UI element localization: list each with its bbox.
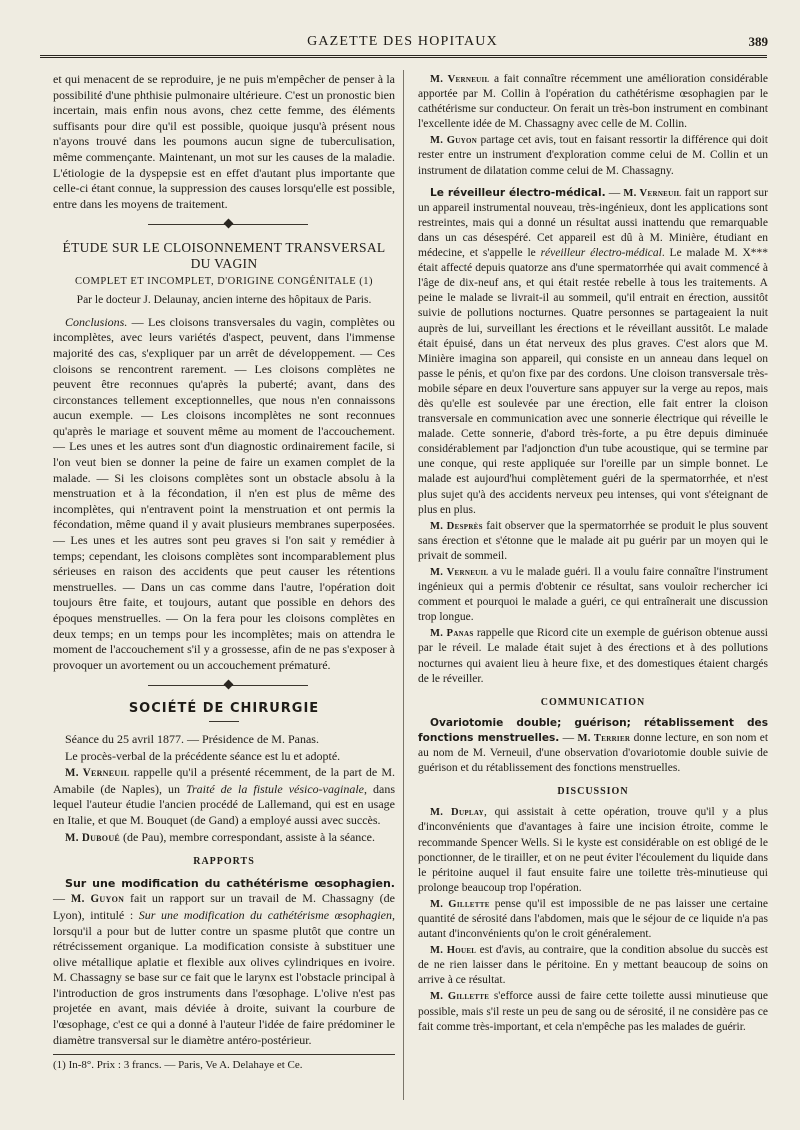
paragraph-dyspepsia: et qui menacent de se reproduire, je ne puis m'empêcher de penser à la possibilité d'une phthisie pulmonaire ultérieure. C'est un pronostic bien incertain, mais enfin nous avons, chez cette femme, des éléments suffisants pour dire qu'il est possible, quoique jusqu'à présent nous n'ayons trouvé dans les poumons aucun signe de tuberculisation, même commençante. Maintenant, un mot sur les causes de la maladie. L'étiologie de la dyspepsie est en effet d'autant plus importante que celle-ci étant connue, la suppression des causes lorsqu'elle est possible, entre dans les moyens de traitement. bbox=[53, 72, 395, 211]
speaker-name: M. Panas bbox=[430, 628, 474, 640]
speaker-name: M. Desprès bbox=[430, 520, 483, 532]
paragraph-text: fait un rapport sur un travail de M. Chassagny (de Lyon), intitulé : bbox=[53, 891, 396, 922]
paragraph-text: , qui assistait à cette opération, trouve qu'il y a plus d'inconvénients que d'avantages à faire une incision étroite, comme le recommande Spencer Wells. Si le kyste est considérable on est obligé de le ponctionner, de le tirailler, et on ne peut éviter l'écoulement du liquide dans le péritoine auquel il faut ensuite faire une toilette très-minutieuse qui prolonge beaucoup trop l'opération. bbox=[418, 806, 768, 894]
topic-title: Sur une modification du cathétérisme œsophagien. bbox=[65, 876, 395, 890]
society-title: SOCIÉTÉ DE CHIRURGIE bbox=[128, 701, 320, 717]
right-column bbox=[418, 72, 768, 1036]
article-title: ÉTUDE SUR LE CLOISONNEMENT TRANSVERSAL DU VAGIN bbox=[62, 240, 386, 271]
paragraph-verneuil-gueri bbox=[418, 565, 768, 625]
topic-title: Le réveilleur électro-médical. bbox=[430, 186, 606, 199]
paragraph-despres bbox=[418, 519, 768, 564]
paragraph-panas bbox=[418, 626, 768, 686]
paragraph-ovariotomie: Ovariotomie double; guérison; rétablissement des fonctions menstruelles. — M. Terrier donne lecture, en son nom et au nom de M. Verneuil, d'une observation d'ovariotomie double suivie de guérison et du rétablissement des fonctions menstruelles. bbox=[418, 716, 769, 775]
paragraph-text: rappelle que Ricord cite un exemple de guérison obtenue aussi par le réveil. Le malade était sujet à des érections et à des pollutions nocturnes qui avaient lieu à heure fixe, et des domestiques étaient chargés de le réveiller. bbox=[418, 627, 768, 685]
speaker-name: M. Verneuil bbox=[430, 74, 490, 85]
paragraph-verneuil bbox=[53, 765, 395, 828]
paragraph-text: fait un rapport sur un appareil instrumental nouveau, très-ingénieux, dont les applications sont restreintes, mais qui a donné un résultat aussi inattendu que remarquable dans un cas désespéré. Cet appareil est dû à M. Minière, étudiant en médecine, et s'appelle le bbox=[418, 186, 769, 260]
speaker-name: M. Verneuil bbox=[65, 767, 130, 780]
paragraph-gillette-2 bbox=[418, 989, 768, 1034]
speaker-name: M. Duboué bbox=[65, 831, 121, 844]
paragraph-guyon: Sur une modification du cathétérisme œsophagien. — M. Guyon fait un rapport sur un travail de M. Chassagny (de Lyon), intitulé : Sur une modification du cathétérisme œsophagien, lorsqu'il a pour but de lutter contre un spasme plutôt que contre un rétrécissement organique. La modification consiste à substituer une olive métallique aplatie et flexible aux olives cylindriques en ivoire. M. Chassagny se base sur ce fait que le larynx est l'obstacle principal à l'introduction de gros instruments dans l'œsophage. L'olive n'est pas projetée en avant, mais déviée à droite, suivant la courbure de l'œsophage, c'est ce qui a donné à l'auteur l'idée de faire prédominer le diamètre transversal sur le diamètre antéro-postérieur. bbox=[53, 876, 396, 1047]
paragraph-houel bbox=[418, 943, 768, 988]
page-number: 389 bbox=[748, 34, 768, 49]
conclusions-text: — Les cloisons transversales du vagin, complètes ou incomplètes, avec leurs variétés d'aspect, peuvent, dans l'immense majorité des cas, s'expliquer par un arrêt de développement. — Ces cloisons se rencontrent rarement. — Les cloisons complètes ne peuvent être reconnues qu'après la puberté; avant, dans des circonstances tellement exceptionnelles, que nous n'en connaissons aucun exemple. — Les cloisons incomplètes ne sont reconnues qu'après le mariage et souvent même au moment de l'accouchement. — Les unes et les autres sont d'un diagnostic ordinairement facile, si l'on veut bien se donner la peine de faire un examen complet de la malade. — Si les cloisons complètes sont un obstacle absolu à la menstruation et à la fécondation, il n'en est plus de même des incomplètes, qui n'entravent point la menstruation et ont permis la fécondation, même quand il y avait plusieurs membranes superposées. — Les unes et les autres sont peu graves si l'on sait y remédier à temps; cependant, les cloisons complètes sont incomparablement plus sérieuses en raison des accidents que peut causer les rétentions menstruelles. — Dans un cas comme dans l'autre, l'opération doit toujours être faite, et toujours, autant que possible en dehors des époques menstruelles. — On la fera pour les cloisons complètes en deux temps; en un temps pour les incomplètes; mais on attendra le moment de l'accouchement s'il y a grossesse, afin de ne pas s'exposer à provoquer un avortement ou un accouchement prématuré. bbox=[53, 314, 395, 672]
speaker-name: M. Guyon bbox=[430, 135, 478, 147]
ornament-divider bbox=[53, 220, 395, 230]
paragraph-reveilleur: Le réveilleur électro-médical. — M. Verneuil fait un rapport sur un appareil instrumental nouveau, très-ingénieux, dont les applications sont restreintes, mais qui a donné un résultat aussi inattendu que remarquable dans un cas désespéré. Cet appareil est dû à M. Minière, étudiant en médecine, et s'appelle le réveilleur électro-médical. Le malade M. X*** était affecté depuis quatorze ans d'une spermatorrhée qui avait commencé à l'âge de dix-neuf ans, et qui était restée rebelle à tous les traitements. A peine le malade se livrait-il au sommeil, qu'il entrait en érection, aussitôt suivie de pollutions nocturnes. Quatre personnes se partageaient la nuit auprès de lui, surveillant les érections et le réveillant aussitôt. Le malade était épuisé, dans un état nerveux des plus graves. C'est alors que M. Minière imagina son appareil, qui consiste en un anneau dans lequel on passe le pénis, et qu'on fixe par des cordons. Une cloison transversale très-mobile sépare en deux l'ouverture sans appuyer sur la verge au repos, mais dès qu'elle est soulevée par une érection, elle fait entrer la cloison transversale en communication avec une sonnerie électrique qui réveille le malade. Cette sonnerie, d'abord très-forte, a pu être depuis diminuée considérablement par l'adjonction d'un tube acoustique, qui se termine par une conque, qui reste appliquée sur l'oreille par un simple bonnet. Le malade est aujourd'hui complètement guéri de la spermatorrhée, et n'est plus sujet qu'à des accidents nerveux peu intenses, qui vont s'éteignant de plus en plus. bbox=[418, 186, 769, 516]
paragraph-gillette-1 bbox=[418, 897, 768, 942]
paragraph-text: . Le malade M. X*** était affecté depuis quatorze ans d'une spermatorrhée qui avait commencé à l'âge de dix-neuf ans, et qui était restée rebelle à tous les traitements. A peine le malade se livrait-il au sommeil, qu'il entrait en érection, aussitôt suivie de pollutions nocturnes. Quatre personnes se partageaient la nuit auprès de lui, surveillant les érections et le réveillant aussitôt. Le malade était épuisé, dans un état nerveux des plus graves. C'est alors que M. Minière imagina son appareil, qui consiste en un anneau dans lequel on passe le pénis, et qu'on fixe par des cordons. Une cloison transversale très-mobile sépare en deux l'ouverture sans appuyer sur la verge au repos, mais dès qu'elle est soulevée par une érection, elle fait entrer la cloison transversale en communication avec une sonnerie électrique qui réveille le malade. Cette sonnerie, d'abord très-forte, a pu être depuis diminuée considérablement par l'adjonction d'un tube acoustique, qui se termine par une conque, qui reste appliquée sur l'oreille par un simple bonnet. Le malade est aujourd'hui complètement guéri de la spermatorrhée, et n'est plus sujet qu'à des accidents nerveux peu intenses, qui vont s'éteignant de plus en plus. bbox=[418, 247, 768, 516]
paragraph-verneuil-collin bbox=[418, 72, 768, 132]
paragraph-duboue bbox=[53, 830, 395, 847]
paragraph-text: a vu le malade guéri. Il a voulu faire connaître l'instrument ingénieux qui a permis d'obtenir ce résultat, sans vouloir rechercher ici comment et pourquoi le malade a guéri, ce qui entraînerait une discussion trop longue. bbox=[418, 566, 768, 624]
paragraph-text: a fait connaître récemment une amélioration considérable apportée par M. Collin à l'opération du cathétérisme œsophagien par le cathétérisme sur conducteur. On ferait un très-bon instrument en combinant l'excellente idée de M. Chassagny avec celle de M. Collin. bbox=[418, 73, 768, 131]
footnote-rule bbox=[53, 1054, 395, 1055]
topic-title: Ovariotomie double; guérison; rétablissement des fonctions menstruelles. bbox=[418, 716, 768, 744]
speaker-name: M. Gillette bbox=[430, 991, 490, 1003]
speaker-name: M. Verneuil bbox=[623, 187, 682, 199]
seance-line: Séance du 25 avril 1877. — Présidence de M. Panas. bbox=[65, 731, 319, 746]
article-byline: Par le docteur J. Delaunay, ancien interne des hôpitaux de Paris. bbox=[76, 294, 372, 307]
header-rule bbox=[40, 55, 767, 58]
paragraph-text: , lorsqu'il a pour but de lutter contre un spasme plutôt que contre un rétrécissement organique. La modification consiste à substituer une olive métallique aplatie et flexible aux olives cylindriques en ivoire. M. Chassagny se base sur ce fait que le larynx est l'obstacle principal à l'introduction de gros instruments dans l'œsophage. L'olive n'est pas projetée en avant, mais déviée à droite, suivant la courbure de l'œsophage, c'est ce qui a donné à l'auteur l'idée de faire prédominer le diamètre transversal sur le diamètre antéro-postérieur. bbox=[53, 907, 395, 1047]
speaker-name: M. Terrier bbox=[577, 732, 631, 744]
ornament-divider bbox=[53, 681, 395, 691]
paragraph-text: est d'avis, au contraire, que la condition absolue du succès est de ne rien laisser dans le péritoine. En y mettant beaucoup de soins on arrive à ce résultat. bbox=[418, 944, 768, 987]
running-title: GAZETTE DES HOPITAUX bbox=[307, 34, 498, 49]
work-title: Traité de la fistule vésico-vaginale bbox=[186, 781, 364, 796]
device-name: réveilleur électro-médical bbox=[540, 247, 662, 260]
speaker-name: M. Verneuil bbox=[430, 567, 489, 578]
paragraph-text: fait observer que la spermatorrhée se produit le plus souvent sans érection et s'étonne que le malade ait pu guérir par un moyen qui le privait de sommeil. bbox=[418, 519, 768, 562]
conclusions-label: Conclusions. bbox=[65, 314, 128, 329]
paragraph-text: donne lecture, en son nom et au nom de M. Verneuil, d'une observation d'ovariotomie double suivie de guérison et du rétablissement des fonctions menstruelles. bbox=[418, 731, 769, 775]
section-label-rapports: RAPPORTS bbox=[193, 856, 255, 868]
short-rule bbox=[209, 721, 239, 722]
speaker-name: M. Duplay bbox=[430, 807, 484, 819]
paragraph-text: partage cet avis, tout en faisant ressortir la différence qui doit rester entre un instrument d'exploration comme celui de M. Collin et un instrument de dilatation comme celui de M. Chassagny. bbox=[418, 134, 769, 177]
left-column bbox=[53, 72, 395, 1075]
paragraph-text: pense qu'il est impossible de ne pas laisser une certaine quantité de sérosité dans l'abdomen, mais que le séjour de ce liquide n'a pas autant d'inconvénients qu'on le croit généralement. bbox=[418, 897, 768, 941]
proces-verbal: Le procès-verbal de la précédente séance est lu et adopté. bbox=[65, 748, 341, 763]
paragraph-conclusions bbox=[53, 315, 395, 674]
paragraph-duplay bbox=[418, 805, 768, 896]
paragraph-guyon-avis bbox=[418, 133, 768, 178]
speaker-name: M. Guyon bbox=[70, 893, 125, 906]
section-label-communication: COMMUNICATION bbox=[540, 696, 646, 708]
speaker-name: M. Gillette bbox=[430, 898, 490, 910]
work-title: Sur une modification du cathétérisme œsophagien bbox=[138, 907, 392, 922]
paragraph-text: rappelle qu'il a présenté récemment, de la part de M. Amabile (de Naples), un bbox=[53, 765, 396, 796]
paragraph-text: , dans lequel l'auteur étudie l'ancien procédé de Lallemand, qui est en usage en Italie, et que M. Bouquet (de Gand) a employé aussi avec succès. bbox=[53, 781, 396, 827]
speaker-name: M. Houel bbox=[430, 945, 477, 957]
article-subtitle: COMPLET ET INCOMPLET, D'ORIGINE CONGÉNITALE (1) bbox=[74, 275, 374, 287]
paragraph-text: s'efforce aussi de faire cette toilette aussi minutieuse que possible, mais s'il reste un peu de sang ou de sérosité, il ne considère pas ce fait comme très-important, et cela n'empêche pas les malades de guérir. bbox=[418, 990, 768, 1033]
paragraph-text: (de Pau), membre correspondant, assiste à la séance. bbox=[120, 829, 375, 844]
section-label-discussion: DISCUSSION bbox=[557, 786, 629, 798]
column-divider bbox=[403, 70, 404, 1100]
footnote: (1) In-8°. Prix : 3 francs. — Paris, Ve A. Delahaye et Ce. bbox=[53, 1059, 303, 1072]
